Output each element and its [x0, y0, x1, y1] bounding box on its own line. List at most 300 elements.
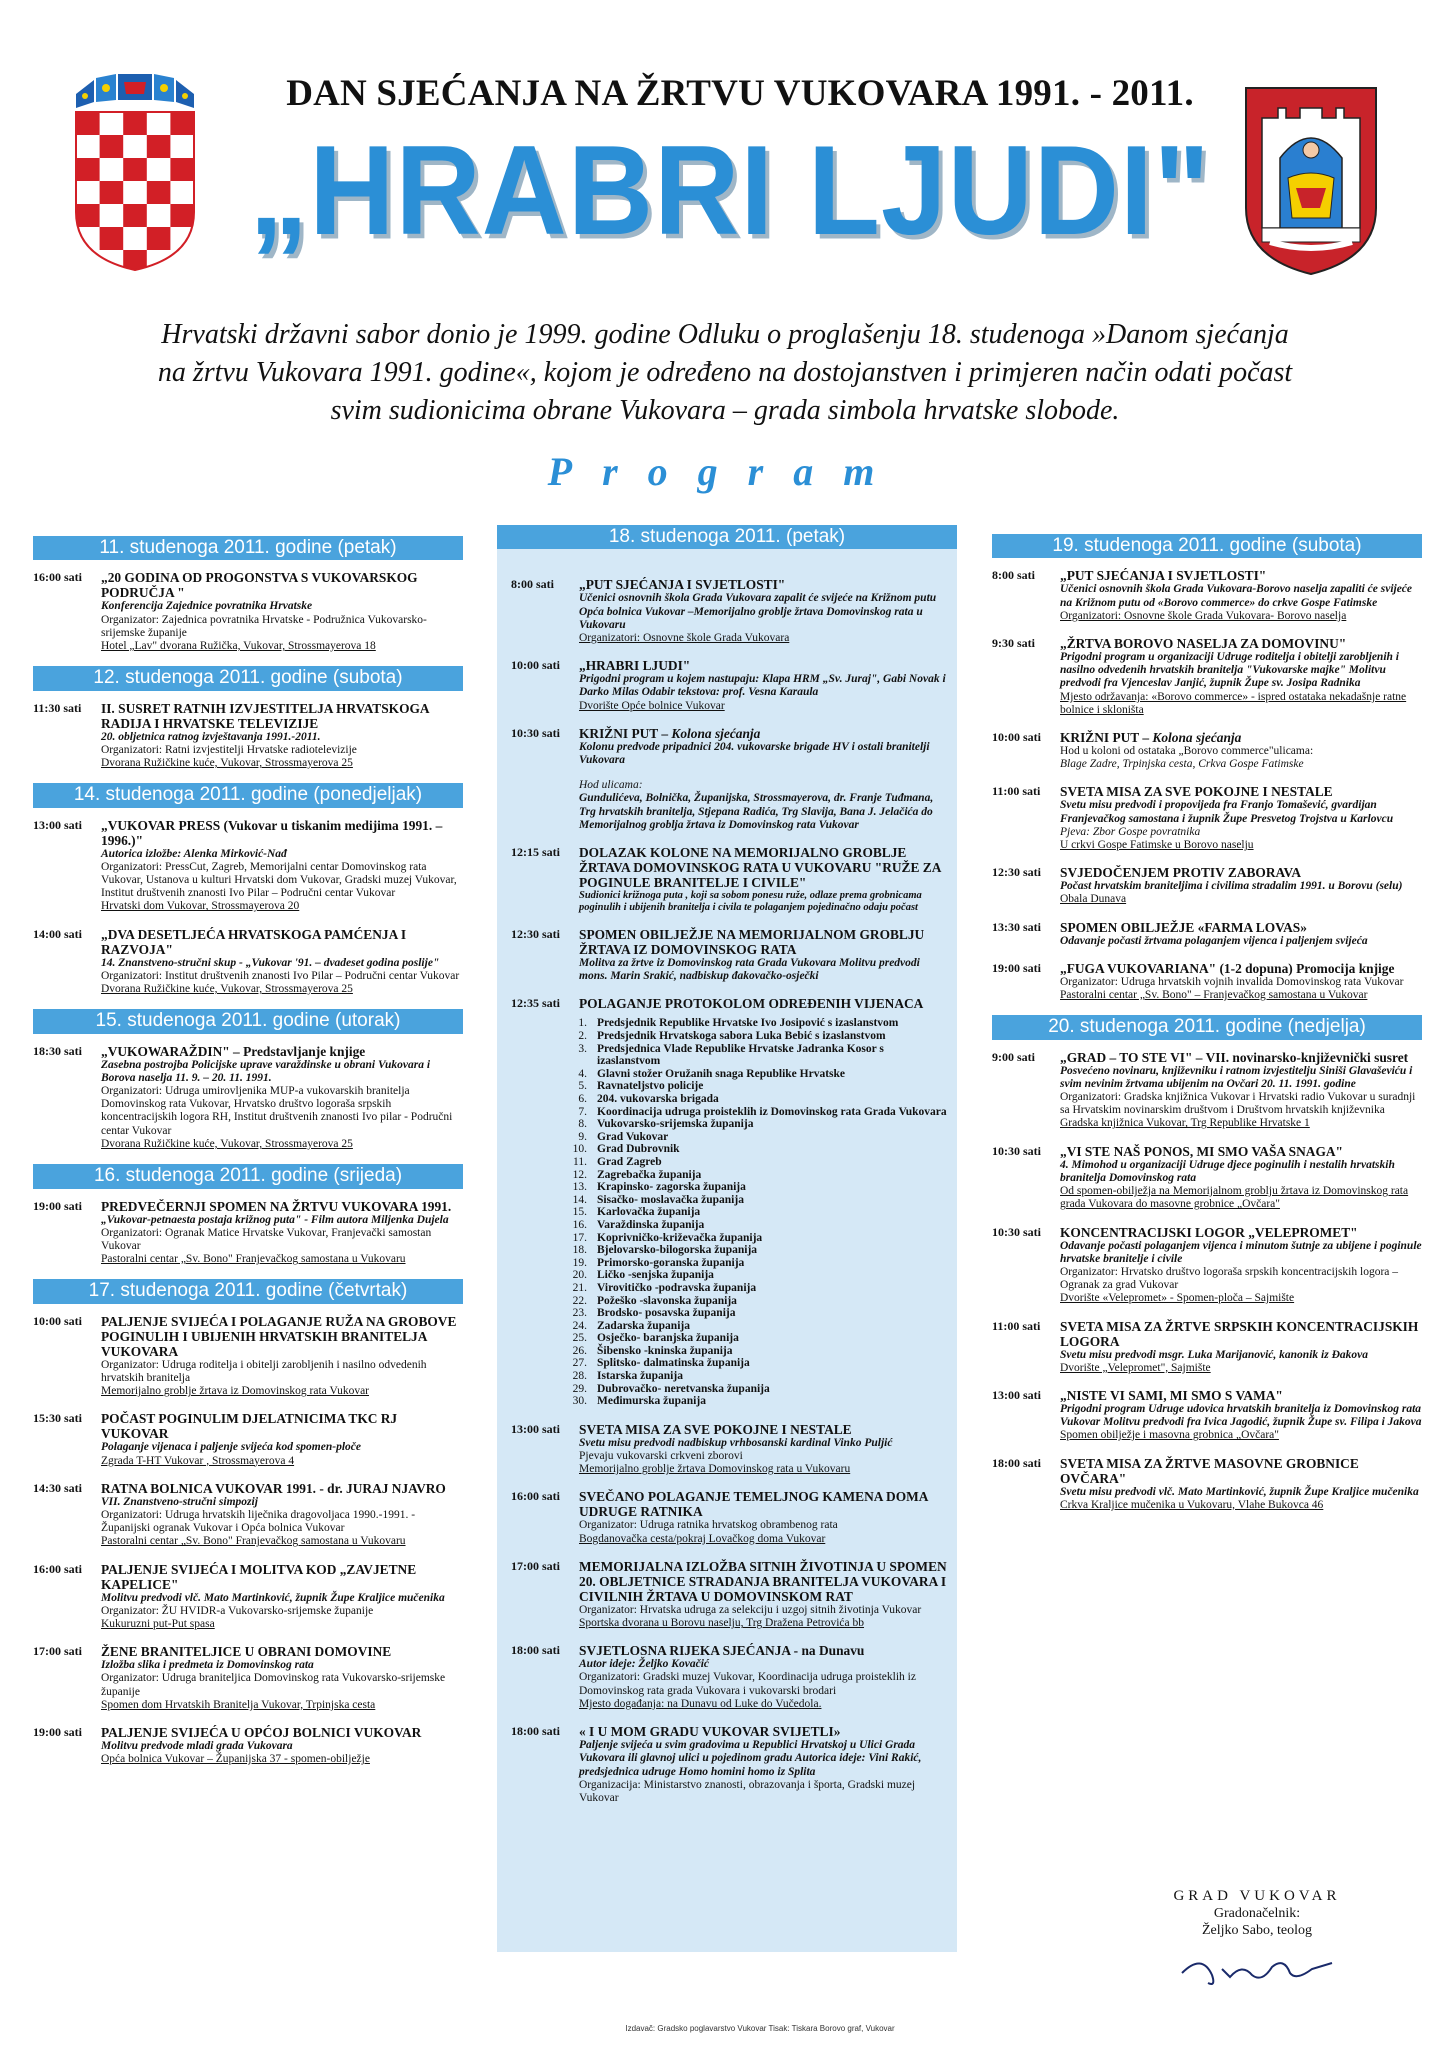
event-location: Organizatori: Osnovne škole Grada Vukovara	[579, 632, 790, 645]
event	[33, 1562, 463, 1632]
header-title: DAN SJEĆANJA NA ŽRTVU VUKOVARA 1991. - 2011.	[286, 73, 1194, 114]
event-organizer: Organizator: Udruga ratnika hrvatskog obrambenog rata	[579, 1519, 838, 1532]
wreath-item	[511, 1244, 947, 1257]
wreath-text: Virovitičko -podravska županija	[597, 1281, 757, 1294]
event-title: „GRAD – TO STE VI" – VII. novinarsko-književnički susret	[1060, 1049, 1409, 1065]
column-center	[497, 525, 957, 1952]
event-location: Dvorište Opće bolnice Vukovar	[579, 699, 725, 712]
event-location: Organizatori: Osnovne škole Grada Vukovara- Borovo naselja	[1060, 609, 1347, 622]
event-time: 14:30 sati	[33, 1480, 82, 1495]
event-location: U crkvi Gospe Fatimske u Borovo naselju	[1060, 839, 1254, 852]
wreath-text: Šibensko -kninska županija	[597, 1344, 733, 1357]
event-location: Od spomen-obilježja na Memorijalnom groblju žrtava iz Domovinskog rata grada Vukovara do masovne grobnice „Ovčara"	[1060, 1185, 1409, 1211]
wreath-number: 4.	[578, 1067, 587, 1080]
event-location: Dvorište „Velepromet", Sajmište	[1060, 1361, 1211, 1374]
event-organizer: Organizator: Udruga roditelja i obitelji zarobljenih i nasilno odvedenih hrvatskih branitelja	[101, 1358, 427, 1384]
event	[33, 927, 463, 997]
event-organizer: Organizatori: Ogranak Matice Hrvatske Vukovar, Franjevački samostan Vukovar	[101, 1226, 432, 1252]
event-organizer: Hod u koloni od ostataka „Borovo commerce"ulicama:	[1060, 745, 1314, 758]
event-title-italic: Kolona sjećanja	[1152, 730, 1242, 746]
wreath-number: 20.	[572, 1269, 587, 1282]
event	[992, 865, 1422, 906]
event	[992, 1144, 1422, 1212]
event-title: SPOMEN OBILJEŽJE «FARMA LOVAS»	[1060, 919, 1307, 935]
event-subtitle: Polaganje vijenaca i paljenje svijeća kod spomen-ploče	[101, 1441, 361, 1454]
event	[992, 730, 1422, 771]
event-subtitle: Prigodni program u organizaciji Udruge roditelja i obitelji zarobljenih i nasilno odvedenih hrvatskih branitelja "Vukovarske majke" Molitvu predvodi fra Vjenceslav Janjić, župnik Župe sv. Josipa Radnika	[1060, 651, 1399, 690]
event-route-label: Hod ulicama:	[579, 779, 643, 792]
event-time: 14:00 sati	[33, 926, 82, 941]
event-title: „NISTE VI SAMI, MI SMO S VAMA"	[1060, 1387, 1283, 1403]
event-time: 11:00 sati	[992, 784, 1041, 799]
event	[992, 1319, 1422, 1375]
wreath-number: 1.	[578, 1017, 587, 1030]
event-title: SVETA MISA ZA SVE POKOJNE I NESTALE	[1060, 784, 1333, 800]
event-time: 8:00 sati	[511, 577, 554, 592]
event-subtitle: Konferencija Zajednice povratnika Hrvatske	[101, 600, 313, 613]
wreath-number: 17.	[572, 1231, 587, 1244]
day-header: 14. studenoga 2011. godine (ponedjeljak)	[33, 783, 463, 807]
event-subtitle: Svetu misu predvodi vlč. Mato Martinković, župnik Župe Kraljice mučenika	[1060, 1485, 1419, 1498]
event-title: SVETA MISA ZA ŽRTVE MASOVNE GROBNICE OVČARA"	[1060, 1455, 1359, 1486]
event-time: 16:00 sati	[511, 1489, 560, 1504]
wreath-text: Međimurska županija	[597, 1395, 706, 1408]
event-title: KRIŽNI PUT –	[1060, 730, 1150, 746]
wreath-number: 30.	[572, 1395, 587, 1408]
wreath-item	[511, 1282, 947, 1295]
event-location: Pastoralni centar „Sv. Bono" Franjevačkog samostana u Vukovaru	[101, 1253, 406, 1266]
event-title: SVEČANO POLAGANJE TEMELJNOG KAMENA DOMA UDRUGE RATNIKA	[579, 1489, 928, 1520]
wreath-text: Ličko -senjska županija	[597, 1269, 714, 1282]
vukovar-coat-of-arms-icon	[1240, 78, 1382, 278]
event-time: 13:00 sati	[33, 817, 82, 832]
event-time: 11:00 sati	[992, 1318, 1041, 1333]
event-title: KRIŽNI PUT –	[579, 725, 669, 741]
wreath-number: 24.	[572, 1319, 587, 1332]
event-title: „DVA DESETLJEĆA HRVATSKOGA PAMĆENJA I RAZVOJA"	[101, 926, 407, 957]
wreath-text: Predsjednik Hrvatskoga sabora Luka Bebić s izaslanstvom	[597, 1030, 886, 1043]
signature-org: GRAD VUKOVAR	[1173, 1888, 1341, 1904]
event-title: ŽENE BRANITELJICE U OBRANI DOMOVINE	[101, 1644, 392, 1660]
event-location: Sportska dvorana u Borovu naselju, Trg Dražena Petrovića bb	[579, 1617, 865, 1630]
day-header: 18. studenoga 2011. (petak)	[497, 525, 957, 549]
event-time: 18:00 sati	[511, 1724, 560, 1739]
event-location: Dvorana Ružičkine kuće, Vukovar, Strossmayerova 25	[101, 983, 353, 996]
event-title: „PUT SJEĆANJA I SVJETLOSTI"	[579, 577, 786, 593]
wreath-text: Osječko- baranjska županija	[597, 1332, 739, 1345]
wreath-item	[511, 1181, 947, 1194]
event	[511, 726, 947, 832]
wreath-item	[511, 1357, 947, 1370]
wreath-list	[511, 1017, 947, 1407]
event-time: 12:15 sati	[511, 845, 560, 860]
event	[992, 1456, 1422, 1512]
wreath-item	[511, 1156, 947, 1169]
event-title: SPOMEN OBILJEŽJE NA MEMORIJALNOM GROBLJU ŽRTAVA IZ DOMOVINSKOG RATA	[579, 927, 925, 958]
event-title: KONCENTRACIJSKI LOGOR „VELEPROMET"	[1060, 1224, 1358, 1240]
wreath-number: 18.	[572, 1244, 587, 1257]
wreath-number: 6.	[578, 1093, 587, 1106]
wreath-item	[511, 1206, 947, 1219]
event-title: PALJENJE SVIJEĆA U OPĆOJ BOLNICI VUKOVAR	[101, 1724, 422, 1740]
event-subtitle: Svetu misu predvodi nadbiskup vrhbosanski kardinal Vinko Puljić	[579, 1436, 893, 1449]
wreath-item	[511, 1068, 947, 1081]
wreath-text: Ravnateljstvo policije	[597, 1080, 704, 1093]
wreath-number: 3.	[578, 1042, 587, 1055]
wreath-number: 27.	[572, 1357, 587, 1370]
event-location: Dvorište «Velepromet» - Spomen-ploča – Sajmište	[1060, 1292, 1295, 1305]
event-title: SVETA MISA ZA ŽRTVE SRPSKIH KONCENTRACIJSKIH LOGORA	[1060, 1318, 1419, 1349]
event-time: 9:30 sati	[992, 636, 1035, 651]
event-location: Opća bolnica Vukovar – Županijska 37 - spomen-obilježje	[101, 1753, 370, 1766]
wreath-number: 23.	[572, 1307, 587, 1320]
wreath-item	[511, 1269, 947, 1282]
event-time: 19:00 sati	[992, 960, 1041, 975]
event-location: Memorijalno groblje žrtava Domovinskog rata u Vukovaru	[579, 1463, 851, 1476]
event-time: 17:00 sati	[33, 1644, 82, 1659]
event	[511, 1489, 947, 1545]
event-organizer: Organizator: Hrvatska udruga za selekciju i uzgoj sitnih životinja Vukovar	[579, 1603, 922, 1616]
event-subtitle: Sudionici križnoga puta , koji sa sobom ponesu ruže, odlaze prema grobnicama poginulih i ubijenih branitelja i civila te polaganjem pojedinačno odaju počast	[579, 890, 922, 914]
event-subtitle: Posvećeno novinaru, književniku i ratnom izvjestitelju Siniši Glavaševiću i svim nevinim žrtvama ubijenim na Ovčari 20. 11. 1991. godine	[1060, 1064, 1413, 1090]
event	[511, 658, 947, 713]
wreath-item	[511, 1169, 947, 1182]
wreath-item	[511, 1143, 947, 1156]
event-location: Dvorana Ružičkine kuće, Vukovar, Strossmayerova 25	[101, 757, 353, 770]
event	[511, 1643, 947, 1711]
wreath-number: 8.	[578, 1118, 587, 1131]
event	[511, 577, 947, 645]
event-location: Mjesto održavanja: «Borovo commerce» - ispred ostataka nekadašnje ratne bolnice i skloništa	[1060, 690, 1407, 716]
wreath-text: Varaždinska županija	[597, 1218, 705, 1231]
event-time: 13:00 sati	[992, 1387, 1041, 1402]
wreath-number: 2.	[578, 1030, 587, 1043]
event-time: 10:30 sati	[992, 1224, 1041, 1239]
event-title: SVJETLOSNA RIJEKA SJEĆANJA - na Dunavu	[579, 1643, 865, 1659]
wreath-item	[511, 1370, 947, 1383]
signature-role: Gradonačelnik:	[1213, 1906, 1301, 1921]
event-title: RATNA BOLNICA VUKOVAR 1991. - dr. JURAJ NJAVRO	[101, 1480, 446, 1496]
event	[992, 961, 1422, 1002]
event-time: 8:00 sati	[992, 568, 1035, 583]
wreath-number: 16.	[572, 1218, 587, 1231]
event-organizer: Organizatori: Udruga hrvatskih liječnika dragovoljaca 1990.-1991. - Županijski ogranak Vukovar i Opća bolnica Vukovar	[101, 1508, 416, 1535]
event-title: „VUKOWARAŽDIN" – Predstavljanje knjige	[101, 1043, 366, 1059]
wreath-number: 19.	[572, 1256, 587, 1269]
event-subtitle: VII. Znanstveno-stručni simpozij	[101, 1495, 258, 1508]
wreath-item	[511, 1194, 947, 1207]
wreath-text: Primorsko-goranska županija	[597, 1256, 745, 1269]
event-subtitle: 4. Mimohod u organizaciji Udruge djece poginulih i nestalih hrvatskih branitelja Domovinskog rata	[1060, 1158, 1395, 1184]
event-subtitle: Svetu misu predvodi i propovijeda fra Franjo Tomašević, gvardijan Franjevačkog samostana i župnik Župe Presvetog Trojstva u Karlovcu	[1060, 799, 1394, 825]
wreath-item	[511, 1030, 947, 1043]
wreath-number: 13.	[572, 1181, 587, 1194]
event-title: „20 GODINA OD PROGONSTVA S VUKOVARSKOG PODRUČJA "	[101, 570, 418, 601]
event-time: 18:00 sati	[511, 1643, 560, 1658]
event-subtitle: Molitvu predvodi vlč. Mato Martinković, župnik Župe Kraljice mučenika	[101, 1591, 445, 1604]
wreath-text: Grad Vukovar	[597, 1130, 669, 1143]
event-title: „ŽRTVA BOROVO NASELJA ZA DOMOVINU"	[1060, 636, 1347, 652]
wreath-number: 22.	[572, 1294, 587, 1307]
event	[33, 701, 463, 771]
event-organizer: Organizatori: Gradski muzej Vukovar, Koordinacija udruga proisteklih iz Domovinskog rata grada Vukovara i vukovarski brodari	[579, 1671, 916, 1697]
event-subtitle: Prigodni program u kojem nastupaju: Klapa HRM „Sv. Juraj", Gabi Novak i Darko Milas Odabir tekstova: prof. Vesna Karaula	[579, 673, 946, 699]
wreath-text: Brodsko- posavska županija	[597, 1307, 736, 1320]
event-time: 16:00 sati	[33, 1561, 82, 1576]
event-organizer: Organizatori: Institut društvenih znanosti Ivo Pilar – Područni centar Vukovar	[101, 969, 460, 982]
signature-icon	[1172, 1943, 1342, 1993]
wreath-text: Predsjednik Republike Hrvatske Ivo Josipović s izaslanstvom	[597, 1017, 899, 1030]
event-subtitle: Zasebna postrojba Policijske uprave varaždinske u obrani Vukovara i Borova naselja 11. 9. – 20. 11. 1991.	[101, 1058, 431, 1084]
wreath-item	[511, 1017, 947, 1030]
wreath-item	[511, 1395, 947, 1408]
wreath-number: 11.	[573, 1155, 587, 1168]
wreath-text: Predsjednica Vlade Republike Hrvatske Jadranka Kosor s izaslanstvom	[597, 1042, 884, 1068]
event-title: „PUT SJEĆANJA I SVJETLOSTI"	[1060, 568, 1267, 584]
wreath-text: Sisačko- moslavačka županija	[597, 1193, 744, 1206]
event-title: SVJEDOČENJEM PROTIV ZABORAVA	[1060, 865, 1302, 881]
wreath-item	[511, 1307, 947, 1320]
wreath-item	[511, 1131, 947, 1144]
event	[992, 784, 1422, 852]
wreath-item	[511, 1080, 947, 1093]
event-time: 13:00 sati	[511, 1421, 560, 1436]
event	[511, 1724, 947, 1805]
event	[511, 927, 947, 983]
event-title: MEMORIJALNA IZLOŽBA SITNIH ŽIVOTINJA U SPOMEN 20. OBLJETNICE STRADANJA BRANITELJA VUKOVARA I CIVILNIH ŽRTAVA U DOMOVINSKOM RAT	[579, 1558, 947, 1604]
event	[511, 845, 947, 914]
wreath-item	[511, 1257, 947, 1270]
day-header: 19. studenoga 2011. godine (subota)	[992, 534, 1422, 558]
event-time: 10:00 sati	[992, 730, 1041, 745]
event	[33, 1199, 463, 1267]
wreath-text: Istarska županija	[597, 1370, 683, 1383]
day-header: 20. studenoga 2011. godine (nedjelja)	[992, 1015, 1422, 1039]
event-organizer: Organizatori: Udruga umirovljenika MUP-a vukovarskih branitelja Domovinskog rata Vukovar, Hrvatsko društvo logoraša srpskih koncentracijskih logora RH, Institut društvenih znanosti Ivo pilar - Područni centar Vukovar	[101, 1085, 453, 1137]
event-organizer: Organizacija: Ministarstvo znanosti, obrazovanja i športa, Gradski muzej Vukovar	[579, 1778, 916, 1804]
event-location: Crkva Kraljice mučenika u Vukovaru, Vlahe Bukovca 46	[1060, 1498, 1324, 1511]
intro-text: Hrvatski državni sabor donio je 1999. godine Odluku o proglašenju 18. studenoga »Danom sjećanja na žrtvu Vukovara 1991. godine«, kojom je određeno na dostojanstven i primjeren način odati počast svim sudionicima obrane Vukovara – grada simbola hrvatske slobode.	[157, 319, 1293, 426]
event	[992, 1388, 1422, 1443]
event-organizer: Organizatori: Gradska knjižnica Vukovar i Hrvatski radio Vukovar u suradnji sa Hrvatskim novinarskim društvom i Društvom hrvatskih književnika	[1060, 1091, 1416, 1117]
event-subtitle: Odavanje počasti polaganjem vijenca i minutom šutnje za ubijene i poginule hrvatske branitelje i civile	[1060, 1239, 1422, 1265]
event-title: PALJENJE SVIJEĆA I POLAGANJE RUŽA NA GROBOVE POGINULIH I UBIJENIH HRVATSKIH BRANITELJA VUKOVARA	[101, 1313, 457, 1359]
wreath-item	[511, 1106, 947, 1119]
wreath-text: Grad Dubrovnik	[597, 1143, 680, 1156]
column-right	[992, 530, 1422, 1525]
event	[33, 1314, 463, 1399]
event-location: Hrvatski dom Vukovar, Strossmayerova 20	[101, 900, 300, 913]
event-time: 11:30 sati	[33, 700, 82, 715]
event-title: „VUKOVAR PRESS (Vukovar u tiskanim medijima 1991. – 1996.)"	[101, 817, 443, 848]
wreath-item	[511, 1093, 947, 1106]
wreath-text: Grad Zagreb	[597, 1155, 662, 1168]
event-time: 10:00 sati	[33, 1313, 82, 1328]
event-title-italic: Kolona sjećanja	[671, 725, 761, 741]
event-time: 18:30 sati	[33, 1043, 82, 1058]
wreath-text: Krapinsko- zagorska županija	[597, 1181, 746, 1194]
event-subtitle: Odavanje počasti žrtvama polaganjem vijenca i paljenjem svijeća	[1060, 934, 1368, 947]
event-subtitle: Paljenje svijeća u svim gradovima u Republici Hrvatskoj u Ulici Grada Vukovara ili glavnoj ulici u pojedinom gradu Autorica ideje: Vini Rakić, predsjednica udruge Homo homini homo iz Splita	[579, 1739, 922, 1778]
event-subtitle: Molitvu predvode mladi grada Vukovara	[101, 1739, 293, 1752]
day-header: 15. studenoga 2011. godine (utorak)	[33, 1009, 463, 1033]
signature-block	[1142, 1888, 1372, 1998]
event-organizer: Organizator: Udruga braniteljica Domovinskog rata Vukovarsko-srijemske županije	[101, 1672, 446, 1698]
event	[992, 568, 1422, 623]
wreath-item	[511, 1219, 947, 1232]
event-time: 10:00 sati	[511, 658, 560, 673]
event-title: PREDVEČERNJI SPOMEN NA ŽRTVU VUKOVARA 1991.	[101, 1198, 452, 1214]
event	[511, 1559, 947, 1630]
signature-name: Željko Sabo, teolog	[1201, 1923, 1313, 1938]
event	[992, 1225, 1422, 1306]
wreath-text: Bjelovarsko-bilogorska županija	[597, 1244, 758, 1257]
event-title: SVETA MISA ZA SVE POKOJNE I NESTALE	[579, 1421, 852, 1437]
event-location: Kukuruzni put-Put spasa	[101, 1617, 215, 1630]
day-header: 17. studenoga 2011. godine (četvrtak)	[33, 1279, 463, 1303]
event-organizer: Organizator: Hrvatsko društvo logoraša srpskih koncentracijskih logora – Ogranak za grad Vukovar	[1060, 1265, 1399, 1292]
event-subtitle: Izložba slika i predmeta iz Domovinskog rata	[101, 1659, 314, 1672]
event-location: Dvorana Ružičkine kuće, Vukovar, Strossmayerova 25	[101, 1137, 353, 1150]
event	[992, 1050, 1422, 1131]
wreath-number: 10.	[572, 1143, 587, 1156]
day-header: 12. studenoga 2011. godine (subota)	[33, 666, 463, 690]
event	[511, 996, 947, 1011]
event-location: Pastoralni centar „Sv. Bono" – Franjevačkog samostana u Vukovar	[1060, 989, 1368, 1002]
event-time: 17:00 sati	[511, 1558, 560, 1573]
event	[992, 920, 1422, 948]
event-time: 16:00 sati	[33, 570, 82, 585]
event-route: Gundulićeva, Bolnička, Županijska, Strossmayerova, dr. Franje Tuđmana, Trg hrvatskih branitelja, Stjepana Radića, Trg Slavija, Bana J. Jelačića do Memorijalnog groblja žrtava iz Domovinskog rata Vukovar	[579, 792, 934, 831]
event-time: 12:30 sati	[992, 865, 1041, 880]
wreath-text: Splitsko- dalmatinska županija	[597, 1357, 750, 1370]
event-time: 15:30 sati	[33, 1411, 82, 1426]
wreath-number: 26.	[572, 1344, 587, 1357]
footer-imprint: Izdavač: Gradsko poglavarstvo Vukovar Tisak: Tiskara Borovo graf, Vukovar	[625, 2024, 895, 2033]
event-time: 13:30 sati	[992, 919, 1041, 934]
wreath-number: 14.	[572, 1193, 587, 1206]
event-subtitle: Kolonu predvode pripadnici 204. vukovarske brigade HV i ostali branitelji Vukovara	[579, 740, 930, 767]
wreath-text: Koprivničko-križevačka županija	[597, 1231, 763, 1244]
event	[511, 1422, 947, 1477]
event-subtitle: Molitva za žrtve iz Domovinskog rata Grada Vukovara Molitvu predvodi mons. Marin Srakić, nadbiskup đakovačko-osječki	[579, 957, 920, 983]
event-route: Blage Zadre, Trpinjska cesta, Crkva Gospe Fatimske	[1060, 758, 1304, 771]
event-location: Spomen obilježje i masovna grobnica „Ovčara"	[1060, 1429, 1279, 1442]
event-subtitle: Počast hrvatskim braniteljima i civilima stradalim 1991. u Borovu (selu)	[1060, 880, 1403, 893]
wreath-item	[511, 1118, 947, 1131]
wreath-item	[511, 1295, 947, 1308]
wreath-number: 21.	[572, 1281, 587, 1294]
event-time: 18:00 sati	[992, 1455, 1041, 1470]
event-organizer: Organizatori: PressCut, Zagreb, Memorijalni centar Domovinskog rata Vukovar, Ustanova u kulturi Hrvatski dom Vukovar, Gradski muzej Vukovar, Institut društvenih znanosti Ivo Pilar – Područni centar Vukovar	[101, 860, 457, 900]
day-header: 16. studenoga 2011. godine (srijeda)	[33, 1164, 463, 1188]
event-organizer: Organizator: ŽU HVIDR-a Vukovarsko-srijemske županije	[101, 1604, 374, 1617]
event-organizer: Pjevaju vukovarski crkveni zborovi	[579, 1450, 743, 1463]
event-subtitle: 14. Znanstveno-stručni skup - „Vukovar '91. – dvadeset godina poslije"	[101, 956, 440, 969]
croatian-coat-of-arms-icon	[72, 72, 198, 272]
event-organizer: Organizatori: Ratni izvjestitelji Hrvatske radiotelevizije	[101, 743, 357, 756]
event-subtitle: Svetu misu predvodi msgr. Luka Marijanović, kanonik iz Đakova	[1060, 1348, 1368, 1361]
event-location: Bogdanovačka cesta/pokraj Lovačkog doma Vukovar	[579, 1532, 826, 1545]
wreath-number: 5.	[578, 1080, 587, 1093]
event-subtitle: Učenici osnovnih škola Grada Vukovara zapalit će svijeće na Križnom putu Opća bolnica Vukovar –Memorijalno groblje žrtava Domovinskog rata u Vukovaru	[579, 592, 937, 631]
wreath-text: Zadarska županija	[597, 1319, 690, 1332]
wreath-text: 204. vukovarska brigada	[597, 1093, 719, 1106]
wreath-number: 25.	[572, 1332, 587, 1345]
event-title: „FUGA VUKOVARIANA" (1-2 dopuna) Promocija knjige	[1060, 960, 1395, 976]
event-subtitle: Prigodni program Udruge udovica hrvatskih branitelja iz Domovinskog rata Vukovar Molitvu predvodi fra Ivica Jagodić, župnik Župe sv. Filipa i Jakova	[1060, 1402, 1422, 1429]
event-location: Hotel „Lav" dvorana Ružička, Vukovar, Strossmayerova 18	[101, 640, 376, 653]
event	[33, 570, 463, 653]
event	[33, 1644, 463, 1712]
event-subtitle: 20. obljetnica ratnog izvještavanja 1991.-2011.	[101, 730, 321, 743]
event-location: Spomen dom Hrvatskih Branitelja Vukovar, Trpinjska cesta	[101, 1698, 376, 1711]
event	[992, 636, 1422, 717]
event-title: « I U MOM GRADU VUKOVAR SVIJETLI»	[579, 1724, 841, 1740]
event	[33, 1411, 463, 1467]
event-subtitle: Učenici osnovnih škola Grada Vukovara-Borovo naselja zapaliti će svijeće na Križnom putu od «Borovo commerce» do crkve Gospe Fatimske	[1060, 583, 1413, 609]
event	[33, 818, 463, 914]
event-subtitle: Autor ideje: Željko Kovačić	[579, 1658, 709, 1671]
column-left	[33, 532, 463, 1779]
program-title: Program	[547, 449, 905, 494]
event-location: Mjesto događanja: na Dunavu od Luke do Vučedola.	[579, 1697, 822, 1710]
wreath-number: 28.	[572, 1370, 587, 1383]
wreath-text: Dubrovačko- neretvanska županija	[597, 1382, 770, 1395]
event-organizer: Pjeva: Zbor Gospe povratnika	[1060, 825, 1201, 838]
main-title: „HRABRI LJUDI"	[249, 119, 1211, 263]
event-time: 9:00 sati	[992, 1049, 1035, 1064]
wreath-item	[511, 1320, 947, 1333]
event-time: 12:35 sati	[511, 996, 560, 1011]
event	[33, 1044, 463, 1151]
event-time: 10:30 sati	[511, 725, 560, 740]
wreath-text: Požeško -slavonska županija	[597, 1294, 737, 1307]
wreath-item	[511, 1345, 947, 1358]
event-subtitle: „Vukovar-petnaesta postaja križnog puta" - Film autora Miljenka Dujela	[101, 1213, 449, 1226]
wreath-text: Vukovarsko-srijemska županija	[597, 1118, 754, 1131]
event	[33, 1725, 463, 1766]
event-location: Obala Dunava	[1060, 893, 1127, 906]
wreath-number: 15.	[572, 1206, 587, 1219]
event-title: PALJENJE SVIJEĆA I MOLITVA KOD „ZAVJETNE KAPELICE"	[101, 1561, 417, 1592]
wreath-number: 7.	[578, 1105, 587, 1118]
day-header: 11. studenoga 2011. godine (petak)	[33, 536, 463, 560]
event-title: DOLAZAK KOLONE NA MEMORIJALNO GROBLJE ŽRTAVA DOMOVINSKOG RATA U VUKOVARU "RUŽE ZA POGINULE BRANITELJE I CIVILE"	[579, 845, 941, 891]
wreath-item	[511, 1232, 947, 1245]
event-title: POČAST POGINULIM DJELATNICIMA TKC RJ VUKOVAR	[101, 1411, 398, 1442]
wreath-text: Koordinacija udruga proisteklih iz Domovinskog rata Grada Vukovara	[597, 1105, 947, 1118]
wreath-number: 29.	[572, 1382, 587, 1395]
event-location: Pastoralni centar „Sv. Bono" Franjevačkog samostana u Vukovaru	[101, 1535, 406, 1548]
event-title: „VI STE NAŠ PONOS, MI SMO VAŠA SNAGA"	[1060, 1143, 1343, 1159]
wreath-text: Karlovačka županija	[597, 1206, 701, 1219]
wreath-number: 9.	[578, 1130, 587, 1143]
event-time: 19:00 sati	[33, 1198, 82, 1213]
event-location: Gradska knjižnica Vukovar, Trg Republike Hrvatske 1	[1060, 1117, 1310, 1130]
wreath-item	[511, 1043, 947, 1068]
event	[33, 1481, 463, 1549]
wreath-number: 12.	[572, 1168, 587, 1181]
event-organizer: Organizator: Udruga hrvatskih vojnih invalida Domovinskog rata Vukovar	[1060, 975, 1404, 988]
wreath-text: Glavni stožer Oružanih snaga Republike Hrvatske	[597, 1067, 846, 1080]
event-time: 12:30 sati	[511, 927, 560, 942]
event-organizer: Organizator: Zajednica povratnika Hrvatske - Podružnica Vukovarsko-srijemske županije	[101, 613, 427, 639]
event-title: II. SUSRET RATNIH IZVJESTITELJA HRVATSKOGA RADIJA I HRVATSKE TELEVIZIJE	[101, 700, 429, 731]
event-title: POLAGANJE PROTOKOLOM ODREĐENIH VIJENACA	[579, 996, 924, 1012]
event-location: Memorijalno groblje žrtava iz Domovinskog rata Vukovar	[101, 1385, 369, 1398]
wreath-item	[511, 1332, 947, 1345]
